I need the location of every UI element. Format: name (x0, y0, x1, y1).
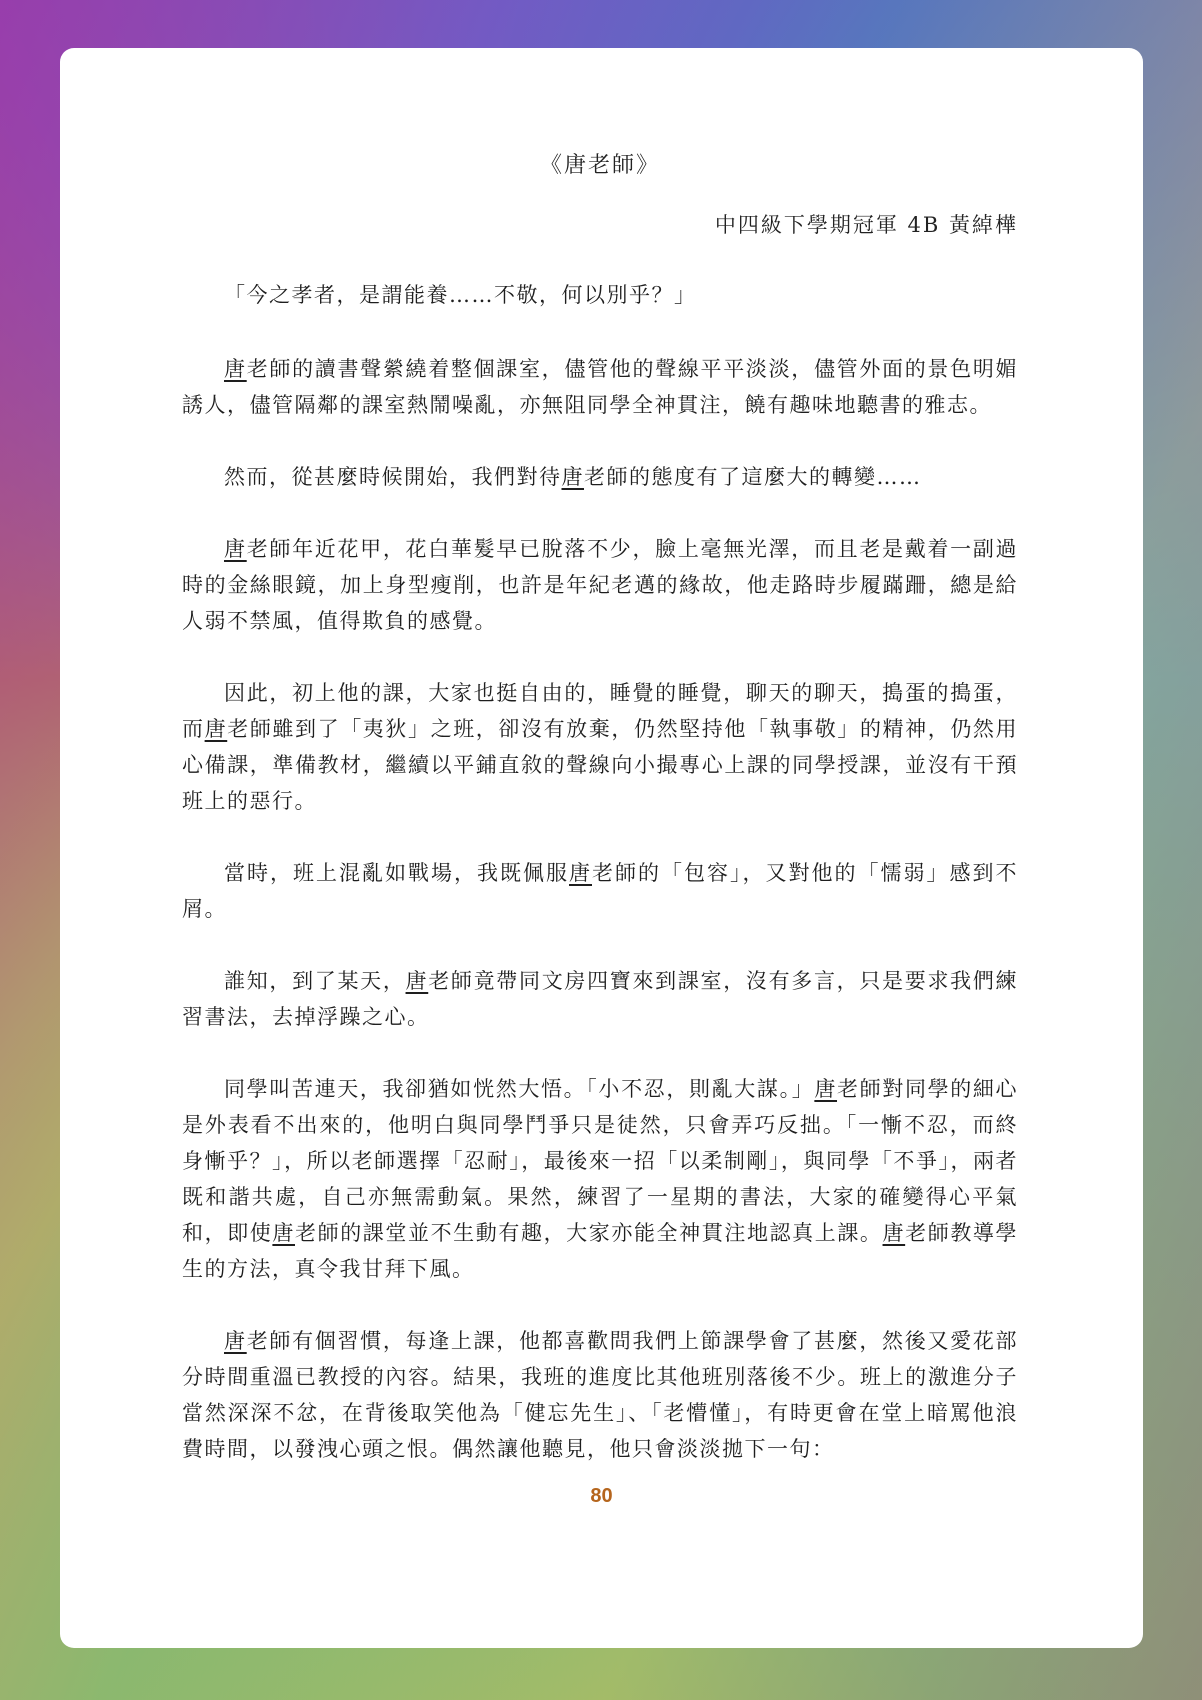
proper-name-underline: 唐 (405, 969, 429, 993)
paragraph-text: 老師教導學生的方法，真令我甘拜下風。 (182, 1221, 1019, 1281)
paragraph (182, 1323, 1018, 1467)
proper-name-underline: 唐 (224, 1329, 247, 1353)
author-byline: 中四級下學期冠軍 4B 黃綽樺 (714, 213, 1018, 237)
proper-name-underline: 唐 (814, 1077, 838, 1101)
paragraph (182, 531, 1018, 639)
document-page (60, 48, 1143, 1648)
paragraph-text: 同學叫苦連天，我卻猶如恍然大悟。「小不忍，則亂大謀。」 (224, 1077, 815, 1101)
paragraph (182, 675, 1018, 819)
paragraph-text: 老師有個習慣，每逢上課，他都喜歡問我們上節課學會了甚麼，然後又愛花部分時間重溫已教授的內容。結果，我班的進度比其他班別落後不少。班上的激進分子當然深深不忿，在背後取笑他為「健忘先生」、「老懵懂」，有時更會在堂上暗罵他浪費時間，以發洩心頭之恨。偶然讓他聽見，他只會淡淡拋下一句： (182, 1329, 1019, 1461)
paragraph (182, 963, 1018, 1035)
proper-name-underline: 唐 (224, 537, 247, 561)
proper-name-underline: 唐 (882, 1221, 906, 1245)
paragraph-text: 因此，初上他的課，大家也挺自由的，睡覺的睡覺，聊天的聊天，搗蛋的搗蛋，而 (182, 681, 1018, 741)
proper-name-underline: 唐 (224, 357, 247, 381)
paragraph-text: 老師的讀書聲縈繞着整個課室，儘管他的聲線平平淡淡，儘管外面的景色明媚誘人，儘管隔鄰的課室熱鬧噪亂，亦無阻同學全神貫注，饒有趣味地聽書的雅志。 (182, 357, 1019, 417)
paragraph-text: 誰知，到了某天， (224, 969, 406, 993)
proper-name-underline: 唐 (204, 717, 228, 741)
paragraph (182, 855, 1018, 927)
page-number: 80 (590, 1485, 613, 1507)
paragraph-text: 老師對同學的細心是外表看不出來的，他明白與同學鬥爭只是徒然，只會弄巧反拙。「一慚不忍，而終身慚乎？」，所以老師選擇「忍耐」，最後來一招「以柔制剛」，與同學「不爭」，兩者既和諧共處，自己亦無需動氣。果然，練習了一星期的書法，大家的確變得心平氣和，即使 (182, 1077, 1019, 1245)
paragraph-list (182, 351, 1018, 1467)
article-title: 《唐老師》 (539, 153, 660, 178)
paragraph-text: 老師的課堂並不生動有趣，大家亦能全神貫注地認真上課。 (295, 1221, 883, 1245)
paragraph (182, 459, 1018, 495)
proper-name-underline: 唐 (272, 1221, 295, 1245)
paragraph (182, 351, 1018, 423)
paragraph-text: 老師的態度有了這麼大的轉變…… (584, 465, 922, 489)
proper-name-underline: 唐 (569, 861, 592, 885)
paragraph-text: 老師的「包容」，又對他的「懦弱」感到不屑。 (182, 861, 1018, 921)
paragraph (182, 1071, 1018, 1287)
paragraph-text: 老師年近花甲，花白華髮早已脫落不少，臉上毫無光澤，而且老是戴着一副過時的金絲眼鏡，加上身型瘦削，也許是年紀老邁的緣故，他走路時步履蹣跚，總是給人弱不禁風，值得欺負的感覺。 (182, 537, 1019, 633)
paragraph-text: 然而，從甚麼時候開始，我們對待 (224, 465, 562, 489)
paragraph-text: 老師竟帶同文房四寶來到課室，沒有多言，只是要求我們練習書法，去掉浮躁之心。 (182, 969, 1019, 1029)
article-body (182, 148, 1018, 1503)
paragraph-text: 老師雖到了「夷狄」之班，卻沒有放棄，仍然堅持他「執事敬」的精神，仍然用心備課，準備教材，繼續以平鋪直敘的聲線向小撮專心上課的同學授課，並沒有干預班上的惡行。 (182, 717, 1019, 813)
paragraph-text: 當時，班上混亂如戰場，我既佩服 (224, 861, 569, 885)
proper-name-underline: 唐 (561, 465, 584, 489)
opening-quote: 「今之孝者，是謂能養……不敬，何以別乎？」 (224, 283, 697, 307)
